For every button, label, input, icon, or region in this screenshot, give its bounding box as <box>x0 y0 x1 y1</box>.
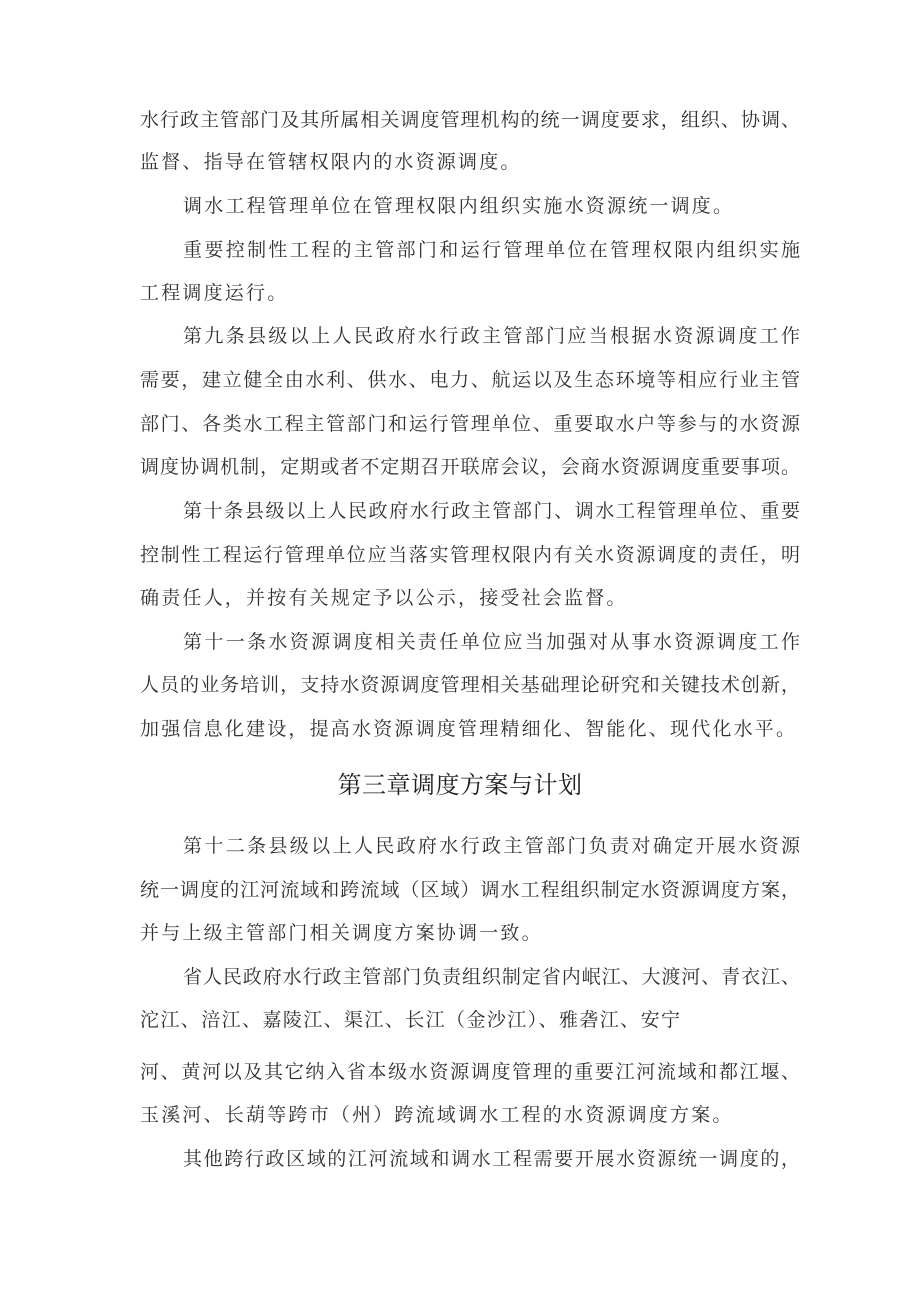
paragraph-line: 需要，建立健全由水利、供水、电力、航运以及生态环境等相应行业主管 <box>140 369 800 391</box>
article-12-line: 第十二条县级以上人民政府水行政主管部门负责对确定开展水资源 <box>183 835 800 857</box>
paragraph-line: 重要控制性工程的主管部门和运行管理单位在管理权限内组织实施 <box>183 239 800 261</box>
paragraph-line: 河、黄河以及其它纳入省本级水资源调度管理的重要江河流域和都江堰、 <box>140 1061 800 1083</box>
paragraph-line: 并与上级主管部门相关调度方案协调一致。 <box>140 922 543 944</box>
paragraph-line: 调水工程管理单位在管理权限内组织实施水资源统一调度。 <box>183 195 735 217</box>
paragraph-line: 监督、指导在管辖权限内的水资源调度。 <box>140 151 522 173</box>
paragraph-line: 其他跨行政区域的江河流域和调水工程需要开展水资源统一调度的， <box>183 1148 800 1170</box>
paragraph-line: 工程调度运行。 <box>140 282 289 304</box>
paragraph-line: 沱江、涪江、嘉陵江、渠江、长江（金沙江）、雅砻江、安宁 <box>140 1009 680 1031</box>
paragraph-line: 确责任人，并按有关规定予以公示，接受社会监督。 <box>140 587 628 609</box>
article-10-line: 第十条县级以上人民政府水行政主管部门、调水工程管理单位、重要 <box>183 500 800 522</box>
paragraph-line: 玉溪河、长葫等跨市（州）跨流域调水工程的水资源调度方案。 <box>140 1104 734 1126</box>
paragraph-line: 加强信息化建设，提高水资源调度管理精细化、智能化、现代化水平。 <box>140 718 798 740</box>
article-9-line: 第九条县级以上人民政府水行政主管部门应当根据水资源调度工作 <box>183 325 800 347</box>
article-11-line: 第十一条水资源调度相关责任单位应当加强对从事水资源调度工作 <box>183 631 800 653</box>
paragraph-line: 部门、各类水工程主管部门和运行管理单位、重要取水户等参与的水资源 <box>140 413 800 435</box>
chapter-heading: 第三章调度方案与计划 <box>337 771 583 799</box>
paragraph-line: 统一调度的江河流域和跨流域（区域）调水工程组织制定水资源调度方案， <box>140 879 800 901</box>
paragraph-line: 省人民政府水行政主管部门负责组织制定省内岷江、大渡河、青衣江、 <box>183 966 800 988</box>
paragraph-line: 控制性工程运行管理单位应当落实管理权限内有关水资源调度的责任，明 <box>140 544 800 566</box>
paragraph-line: 水行政主管部门及其所属相关调度管理机构的统一调度要求，组织、协调、 <box>140 109 800 131</box>
paragraph-line: 人员的业务培训，支持水资源调度管理相关基础理论研究和关键技术创新， <box>140 674 800 696</box>
paragraph-line: 调度协调机制，定期或者不定期召开联席会议，会商水资源调度重要事项。 <box>140 456 800 478</box>
